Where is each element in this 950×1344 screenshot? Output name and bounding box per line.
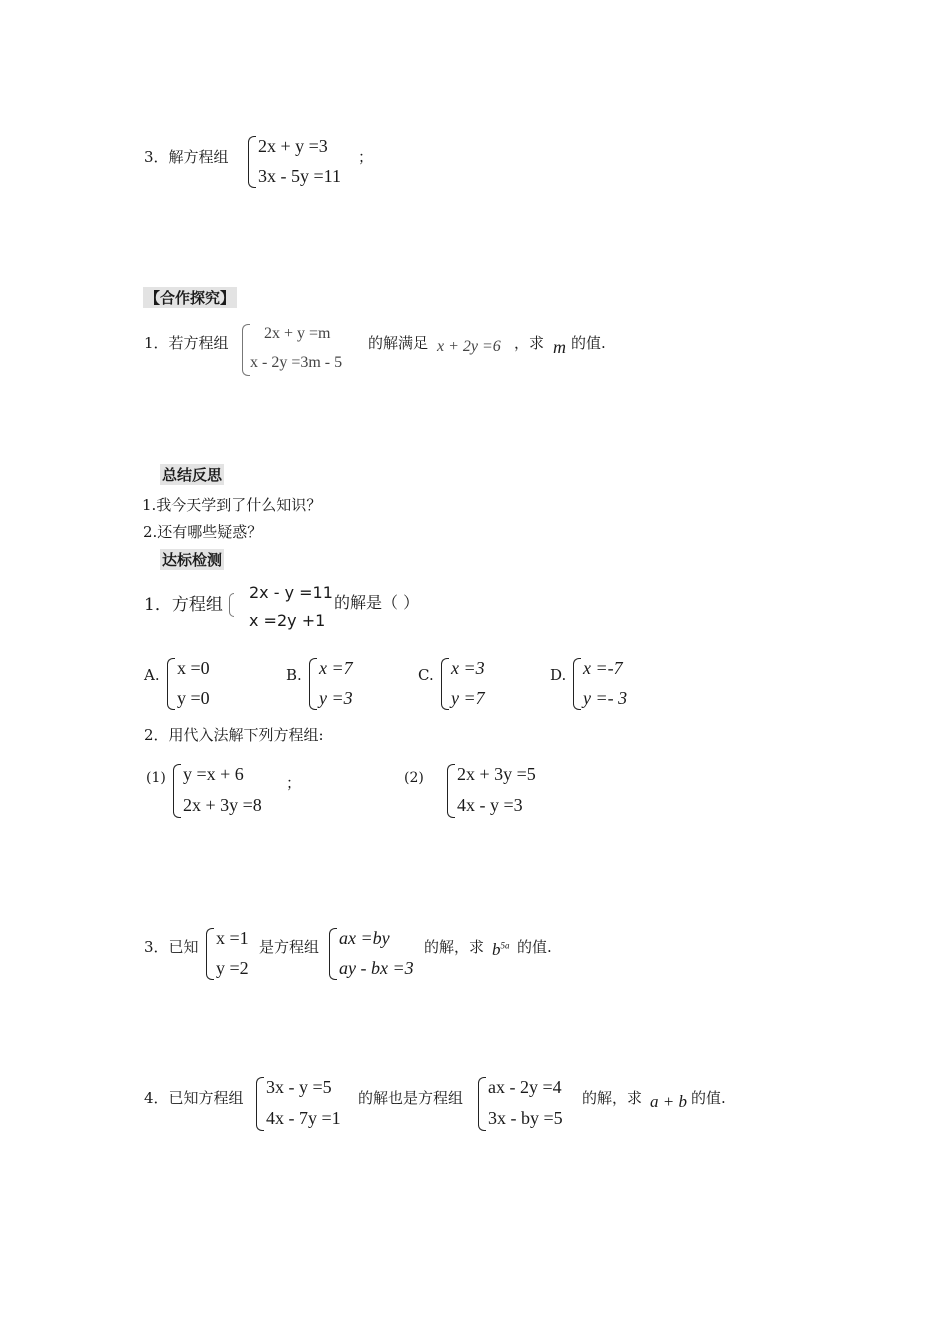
coop-q1-mid: 的解满足	[368, 334, 429, 352]
brace	[229, 593, 234, 617]
brace	[309, 658, 317, 710]
semicolon: ；	[358, 148, 374, 166]
exponent: 5a	[500, 940, 510, 951]
equation-1: x =0	[177, 658, 210, 678]
equation-1: ax =by	[339, 928, 390, 948]
equation-2: y =0	[177, 688, 210, 708]
test-q3-tail-1: 的解，求	[424, 938, 485, 956]
brace	[256, 1077, 264, 1131]
coop-q1-tail: 的值.	[571, 334, 606, 352]
test-q4-label: 4．已知方程组	[144, 1089, 244, 1107]
equation-1: x =-7	[583, 658, 623, 678]
part-1-number: (1)	[146, 770, 166, 786]
power-expression	[492, 940, 510, 960]
equation-2: y =- 3	[583, 688, 628, 708]
equation-2: 4x - 7y =1	[266, 1108, 341, 1128]
brace	[248, 136, 256, 188]
section-heading-summary: 总结反思	[162, 466, 223, 484]
equation-1: x =1	[216, 928, 249, 948]
variable-m: m	[553, 337, 566, 357]
option-b-letter: B.	[286, 666, 302, 684]
brace	[173, 764, 181, 818]
equation-2: 2x + 3y =8	[183, 795, 262, 815]
equation-1: ax - 2y =4	[488, 1077, 562, 1097]
equation-2: y =7	[451, 688, 485, 708]
test-q3-tail-2: 的值.	[517, 938, 552, 956]
equation-1: 3x - y =5	[266, 1077, 332, 1097]
test-q4-tail-2: 的值.	[691, 1089, 726, 1107]
base: b	[492, 940, 501, 959]
equation-2: 4x - y =3	[457, 795, 523, 815]
equation-2: ay - bx =3	[339, 958, 414, 978]
brace	[329, 928, 337, 980]
part-2-number: (2)	[404, 770, 424, 786]
brace	[478, 1077, 486, 1131]
test-q1-tail: 的解是（ ）	[334, 593, 420, 612]
equation-2: y =2	[216, 958, 249, 978]
test-q3-label: 3．已知	[144, 938, 199, 956]
condition-equation: x + 2y =6	[437, 338, 501, 355]
equation-1: y =x + 6	[183, 764, 244, 784]
equation-2: x =2y +1	[249, 611, 326, 630]
section-heading-coop: 【合作探究】	[145, 289, 236, 307]
equation-1: 2x + y =m	[264, 325, 331, 342]
test-q3-mid: 是方程组	[259, 938, 320, 956]
test-q4-tail-1: 的解，求	[582, 1089, 643, 1107]
summary-line-1: 1.我今天学到了什么知识？	[142, 496, 322, 514]
option-c-letter: C.	[418, 666, 434, 684]
equation-2: 3x - by =5	[488, 1108, 563, 1128]
equation-1: 2x + 3y =5	[457, 764, 536, 784]
brace	[447, 764, 455, 818]
brace	[206, 928, 214, 980]
equation-1: 2x + y =3	[258, 136, 328, 156]
equation-2: 3x - 5y =11	[258, 166, 341, 186]
brace	[573, 658, 581, 710]
test-q4-mid: 的解也是方程组	[358, 1089, 464, 1107]
brace	[441, 658, 449, 710]
summary-line-2: 2.还有哪些疑惑？	[143, 523, 263, 541]
brace	[242, 324, 250, 376]
sum-expression: a + b	[650, 1092, 687, 1111]
equation-2: x - 2y =3m - 5	[250, 354, 343, 371]
equation-1: x =3	[451, 658, 485, 678]
option-d-letter: D.	[550, 666, 567, 684]
semicolon: ；	[286, 774, 302, 792]
test-q2-label: 2．用代入法解下列方程组:	[144, 726, 324, 744]
coop-q1-label: 1．若方程组	[144, 334, 229, 352]
coop-q1-comma: ，求	[514, 334, 545, 352]
q3-label: 3．解方程组	[144, 148, 229, 166]
brace	[167, 658, 175, 710]
section-heading-test: 达标检测	[162, 551, 223, 569]
equation-1: x =7	[319, 658, 353, 678]
equation-1: 2x - y =11	[249, 583, 333, 602]
equation-2: y =3	[319, 688, 353, 708]
option-a-letter: A.	[144, 666, 160, 684]
test-q1-label: 1．方程组	[144, 595, 223, 615]
